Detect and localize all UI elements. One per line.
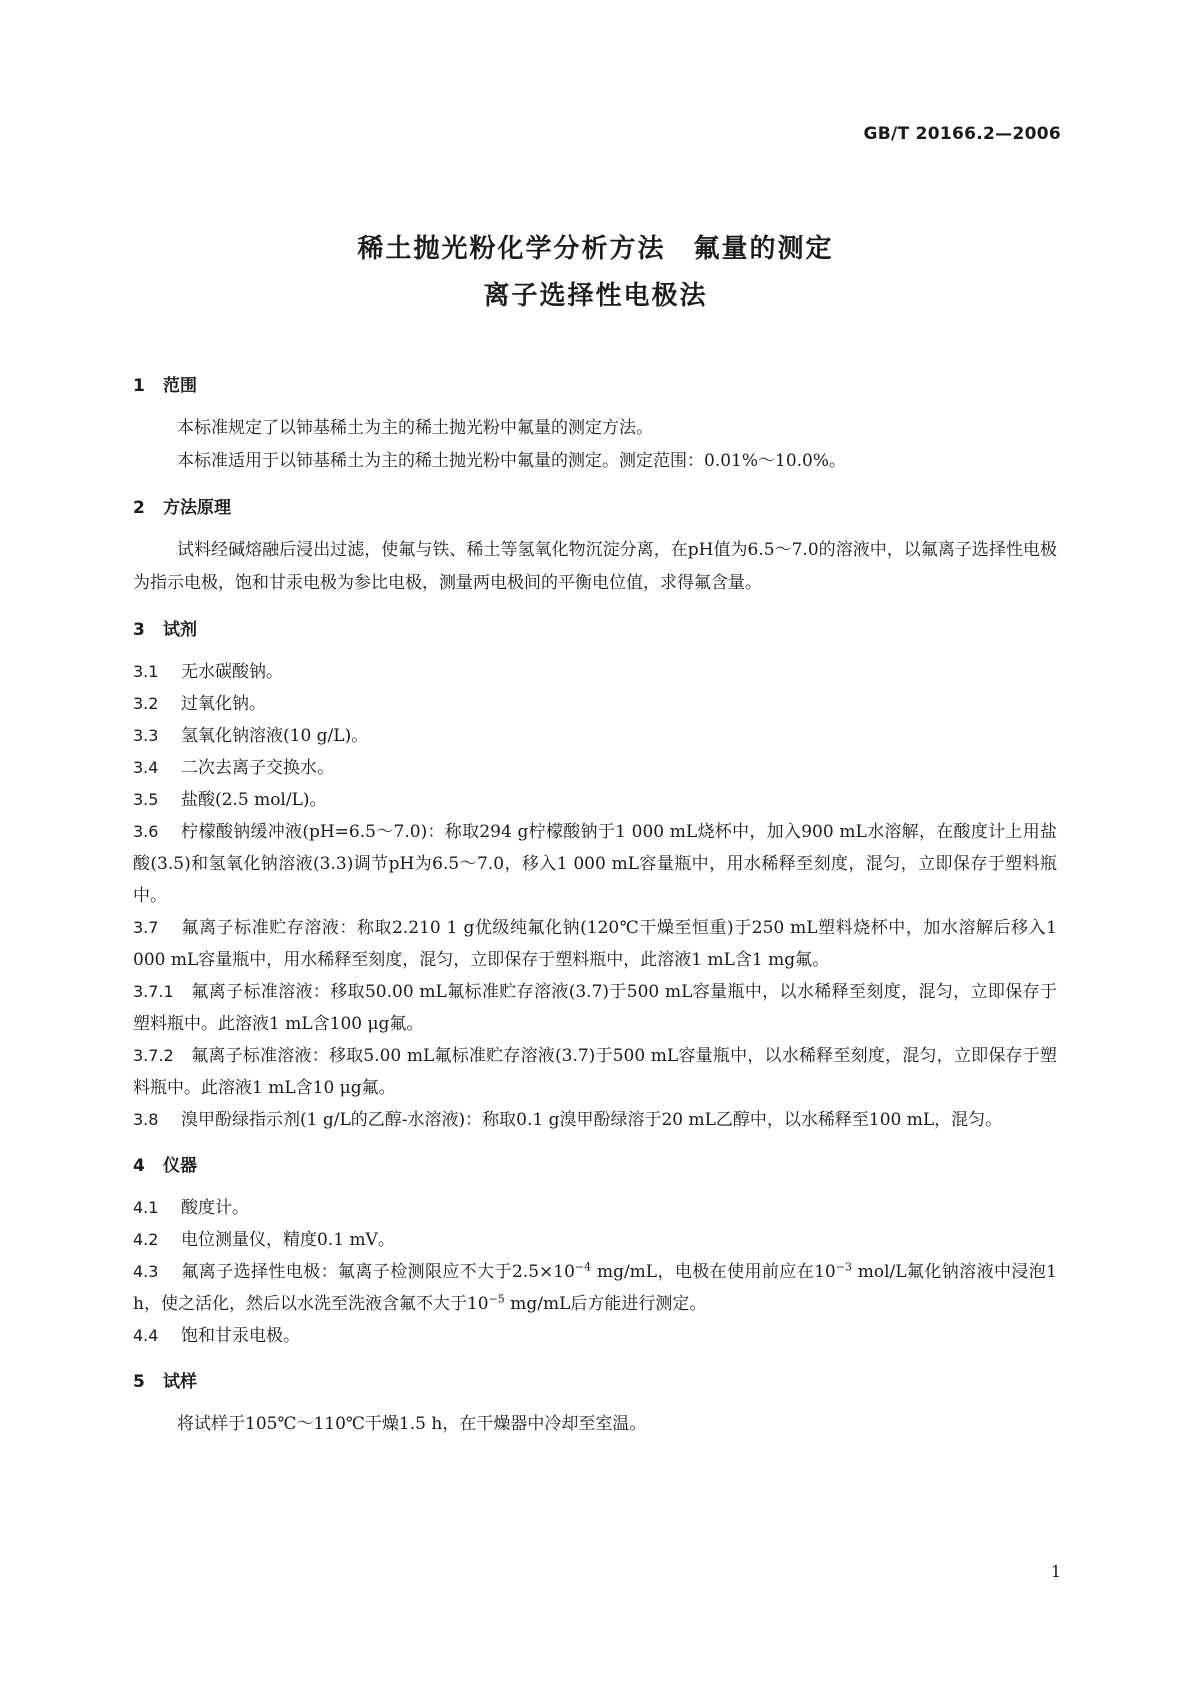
section-title: 试剂 xyxy=(163,620,197,640)
item-text: 二次去离子交换水。 xyxy=(181,758,334,778)
section-number: 2 xyxy=(133,498,145,518)
list-item xyxy=(133,1192,1057,1224)
standard-code: GB/T 20166.2—2006 xyxy=(863,124,1061,144)
document-subtitle: 离子选择性电极法 xyxy=(483,281,708,311)
section-title: 试样 xyxy=(163,1372,197,1392)
section-title: 方法原理 xyxy=(163,498,231,518)
item-number: 4.3 xyxy=(133,1262,159,1281)
item-text-part: mg/mL，电极在使用前应在10 xyxy=(591,1262,836,1282)
item-number: 3.7 xyxy=(133,918,159,937)
item-number: 3.5 xyxy=(133,790,159,809)
section-heading-reagents xyxy=(133,614,1057,646)
section-heading-apparatus xyxy=(133,1150,1057,1182)
list-item xyxy=(133,720,1057,752)
paragraph: 本标准规定了以铈基稀土为主的稀土抛光粉中氟量的测定方法。 xyxy=(177,418,653,438)
item-text: 饱和甘汞电极。 xyxy=(181,1326,300,1346)
item-text: 过氧化钠。 xyxy=(181,694,266,714)
section-number: 4 xyxy=(133,1156,145,1176)
exponent: −4 xyxy=(574,1260,592,1274)
item-number: 3.6 xyxy=(133,822,159,841)
item-text: 氟离子标准溶液：移取50.00 mL氟标准贮存溶液(3.7)于500 mL容量瓶中，以水稀释至刻度，混匀，立即保存于塑料瓶中。此溶液1 mL含100 μg氟。 xyxy=(133,982,1057,1034)
list-item xyxy=(133,1040,1057,1104)
paragraph: 试料经碱熔融后浸出过滤，使氟与铁、稀土等氢氧化物沉淀分离，在pH值为6.5～7.0的溶液中，以氟离子选择性电极为指示电极，饱和甘汞电极为参比电极，测量两电极间的平衡电位值，求得氟含量。 xyxy=(133,540,1057,593)
list-item xyxy=(133,688,1057,720)
item-text: 酸度计。 xyxy=(181,1198,249,1218)
item-text: 氟离子标准贮存溶液：称取2.210 1 g优级纯氟化钠(120℃干燥至恒重)于250 mL塑料烧杯中，加水溶解后移入1 000 mL容量瓶中，用水稀释至刻度，混匀，立即保存于塑料瓶中，此溶液1 mL含1 mg氟。 xyxy=(133,918,1057,970)
item-text: 无水碳酸钠。 xyxy=(181,662,283,682)
item-text-part: mg/mL后方能进行测定。 xyxy=(504,1294,707,1314)
section-number: 3 xyxy=(133,620,145,640)
list-item xyxy=(133,1320,1057,1352)
section-heading-scope xyxy=(133,370,1057,402)
item-number: 4.1 xyxy=(133,1198,159,1217)
section-heading-principle xyxy=(133,492,1057,524)
section-title: 范围 xyxy=(163,376,197,396)
list-item xyxy=(133,1224,1057,1256)
paragraph: 本标准适用于以铈基稀土为主的稀土抛光粉中氟量的测定。测定范围：0.01%～10.0%。 xyxy=(177,451,847,471)
list-item xyxy=(133,784,1057,816)
exponent: −5 xyxy=(488,1292,505,1306)
item-text-part: mol/L氟化钠溶液中浸泡1 h，使之活化，然后以水洗至洗液含氟不大于10 xyxy=(133,1262,1057,1314)
item-number: 3.2 xyxy=(133,694,159,713)
list-item xyxy=(133,976,1057,1040)
list-item xyxy=(133,656,1057,688)
section-number: 1 xyxy=(133,376,145,396)
document-title: 稀土抛光粉化学分析方法 氟量的测定 xyxy=(357,234,834,264)
item-number: 3.7.1 xyxy=(133,982,174,1001)
item-text: 柠檬酸钠缓冲液(pH=6.5～7.0)：称取294 g柠檬酸钠于1 000 mL烧杯中，加入900 mL水溶解，在酸度计上用盐酸(3.5)和氢氧化钠溶液(3.3)调节pH为6.5～7.0，移入1 000 mL容量瓶中，用水稀释至刻度，混匀，立即保存于塑料瓶中。 xyxy=(133,822,1057,906)
list-item xyxy=(133,912,1057,976)
section-title: 仪器 xyxy=(163,1156,197,1176)
item-number: 4.2 xyxy=(133,1230,159,1249)
item-text: 盐酸(2.5 mol/L)。 xyxy=(181,790,327,810)
item-number: 3.7.2 xyxy=(133,1046,174,1065)
item-text: 氢氧化钠溶液(10 g/L)。 xyxy=(181,726,369,746)
list-item xyxy=(133,1256,1057,1320)
list-item xyxy=(133,752,1057,784)
list-item xyxy=(133,816,1057,912)
exponent: −3 xyxy=(835,1260,852,1274)
item-number: 3.8 xyxy=(133,1110,159,1129)
paragraph: 将试样于105℃～110℃干燥1.5 h，在干燥器中冷却至室温。 xyxy=(177,1414,647,1434)
list-item xyxy=(133,1104,1057,1136)
item-text: 电位测量仪，精度0.1 mV。 xyxy=(181,1230,395,1250)
item-number: 4.4 xyxy=(133,1326,159,1345)
document-body xyxy=(133,370,1057,1441)
item-text: 氟离子标准溶液：移取5.00 mL氟标准贮存溶液(3.7)于500 mL容量瓶中，以水稀释至刻度，混匀，立即保存于塑料瓶中。此溶液1 mL含10 μg氟。 xyxy=(133,1046,1057,1098)
section-number: 5 xyxy=(133,1372,145,1392)
section-heading-sample xyxy=(133,1366,1057,1398)
item-number: 3.1 xyxy=(133,662,159,681)
item-text-part: 氟离子选择性电极：氟离子检测限应不大于2.5×10 xyxy=(181,1262,575,1282)
item-number: 3.4 xyxy=(133,758,159,777)
item-number: 3.3 xyxy=(133,726,159,745)
item-text: 溴甲酚绿指示剂(1 g/L的乙醇-水溶液)：称取0.1 g溴甲酚绿溶于20 mL乙醇中，以水稀释至100 mL，混匀。 xyxy=(181,1110,1003,1130)
page-number: 1 xyxy=(1050,1562,1061,1581)
